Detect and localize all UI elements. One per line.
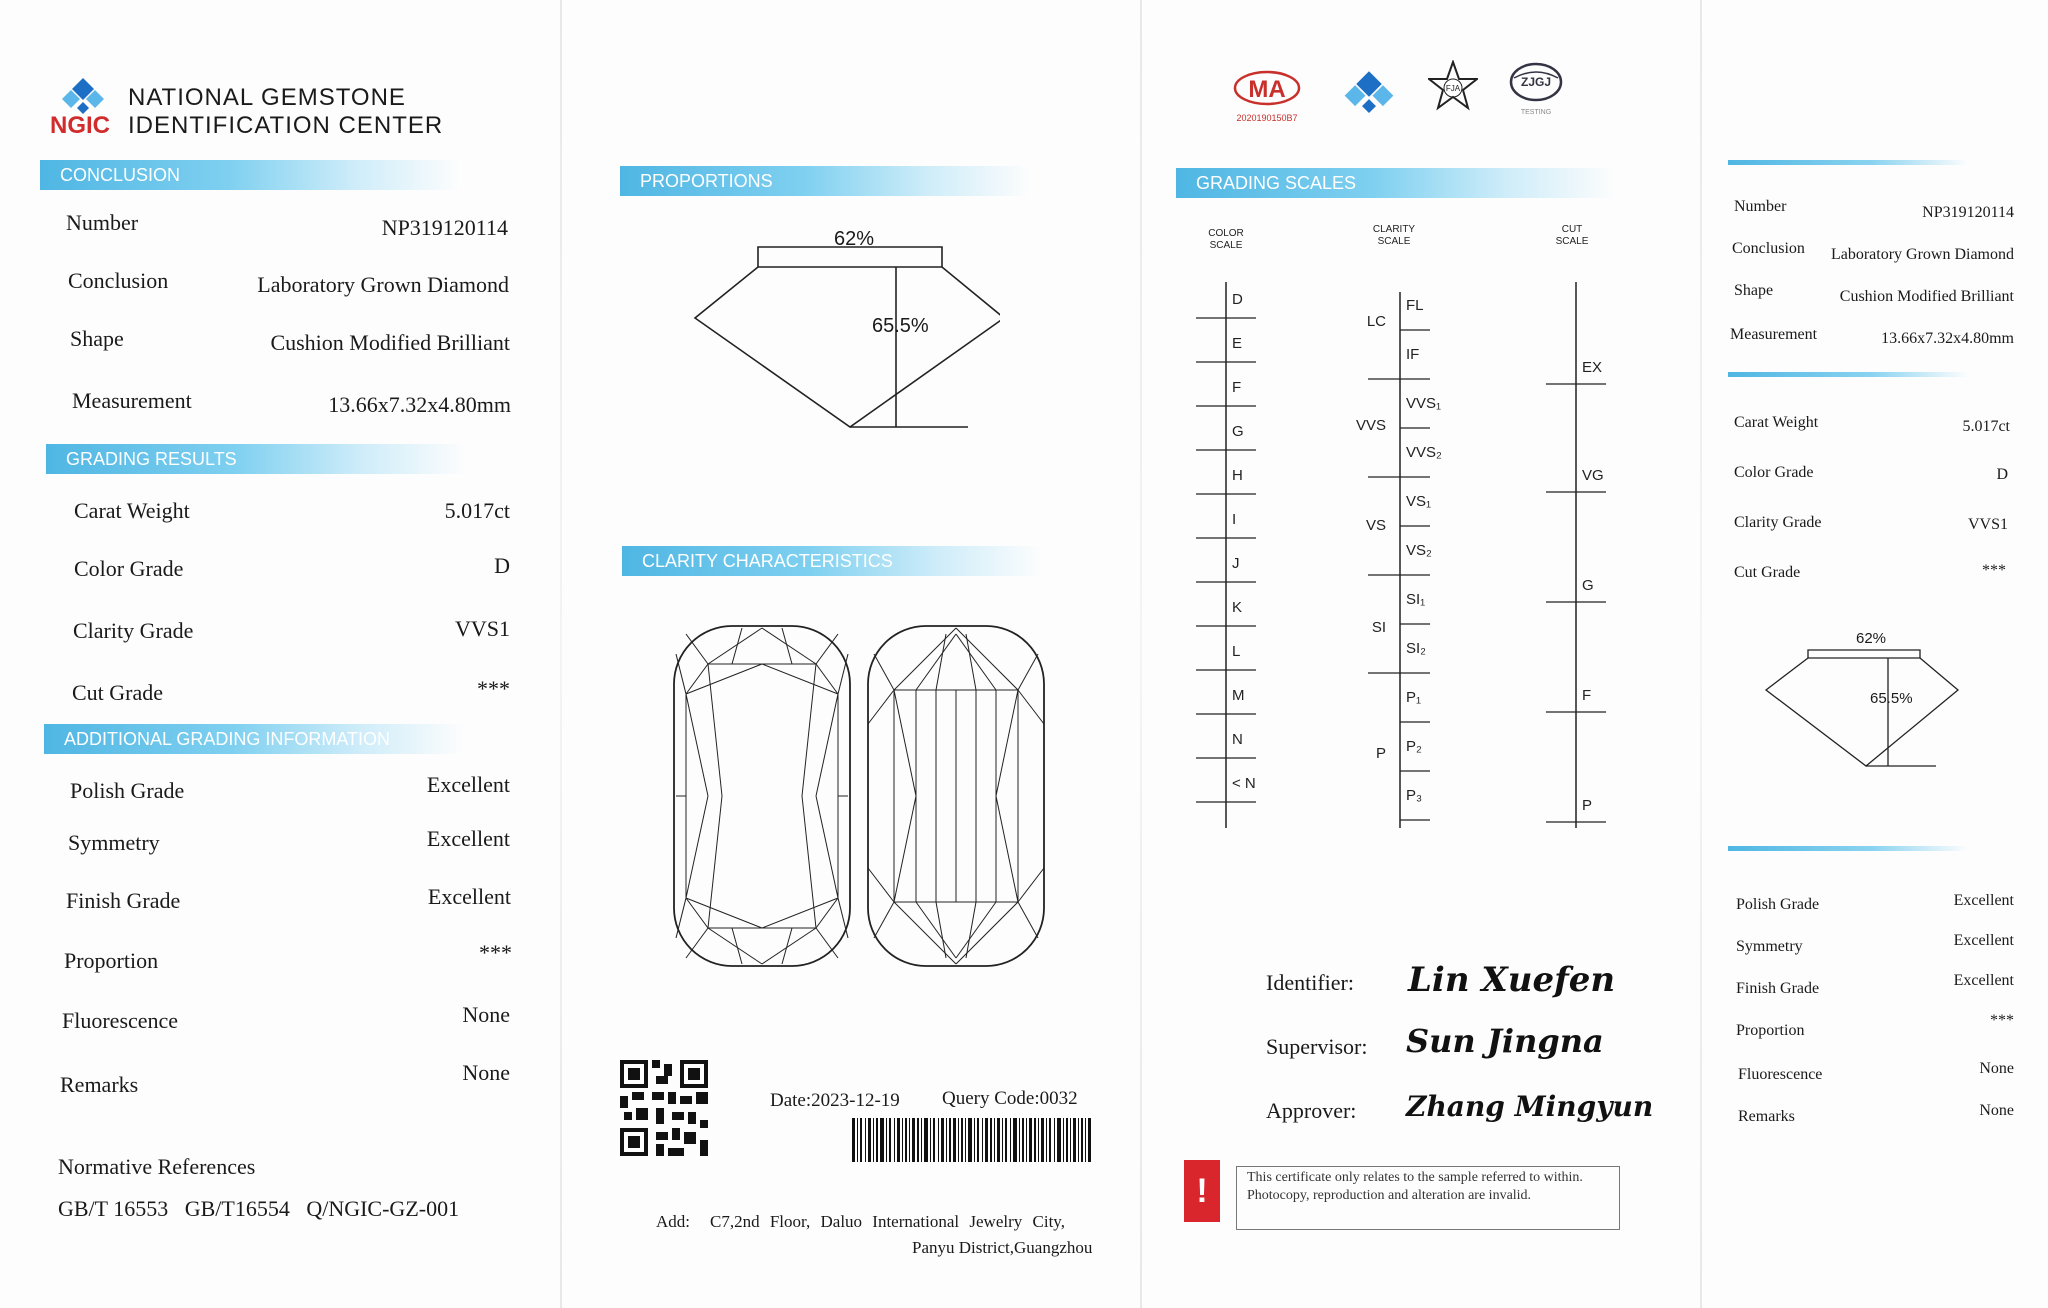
color-scale-grade-5: I: [1232, 511, 1237, 528]
grading-scales-header: GRADING SCALES: [1176, 168, 1616, 198]
summary-shape-label: Shape: [1734, 282, 1774, 299]
conclusion-label: Conclusion: [68, 268, 169, 293]
cut-scale-grade-g: G: [1582, 577, 1594, 594]
summary-fluorescence-label: Fluorescence: [1738, 1066, 1823, 1083]
testing-text: TESTING: [1520, 109, 1552, 116]
depth-percent: 65.5%: [872, 315, 929, 337]
summary-proportions-diagram: [1762, 640, 1966, 772]
summary-remarks-label: Remarks: [1738, 1108, 1795, 1125]
barcode: [852, 1118, 1092, 1162]
symmetry-value: Excellent: [426, 826, 510, 851]
address-line2: Panyu District,Guangzhou: [912, 1238, 1093, 1257]
clarity-grade-value: VVS1: [454, 616, 510, 641]
clarity-group-lc: LC: [1366, 313, 1386, 330]
org-name-line1: NATIONAL GEMSTONE: [128, 84, 406, 111]
certificate-notice: This certificate only relates to the sample referred to within. Photocopy, reproduction and alteration are invalid.: [1236, 1166, 1620, 1230]
color-grade-value: D: [494, 553, 510, 578]
cma-badge-text: MA: [1248, 76, 1286, 103]
remarks-value: None: [462, 1060, 510, 1085]
color-scale-grade-0: D: [1232, 291, 1243, 308]
approver-signature: Zhang Mingyun: [1406, 1090, 1654, 1123]
cut-grade-value: ***: [477, 676, 510, 701]
approver-label: Approver:: [1266, 1098, 1357, 1123]
summary-divider-bottom: [1728, 846, 1968, 851]
measurement-value: 13.66x7.32x4.80mm: [328, 392, 511, 417]
polish-grade-value: Excellent: [426, 772, 510, 797]
clarity-scale-grade-9: P₂: [1406, 738, 1422, 755]
fold-line: [1140, 0, 1142, 1308]
summary-depth-percent: 65.5%: [1870, 690, 1913, 707]
summary-carat-value: 5.017ct: [1962, 418, 2010, 435]
fja-badge-text: FJA: [1445, 84, 1461, 93]
summary-color-label: Color Grade: [1734, 464, 1814, 481]
normative-references-title: Normative References: [58, 1154, 256, 1179]
issue-date: Date:2023-12-19: [770, 1090, 900, 1111]
summary-symmetry-label: Symmetry: [1736, 938, 1803, 955]
grading-results-header: GRADING RESULTS: [46, 444, 466, 474]
summary-conclusion-value: Laboratory Grown Diamond: [1830, 246, 2014, 263]
summary-finish-value: Excellent: [1953, 972, 2014, 989]
remarks-label: Remarks: [60, 1072, 139, 1097]
number-label: Number: [66, 210, 139, 235]
address-prefix: Add:: [656, 1212, 690, 1231]
color-scale-grade-9: M: [1232, 687, 1245, 704]
clarity-scale-grade-1: IF: [1406, 346, 1420, 363]
crown-view-diagram: [672, 624, 852, 968]
color-scale-grade-11: < N: [1232, 775, 1256, 792]
measurement-label: Measurement: [72, 388, 192, 413]
cut-scale-title-2: SCALE: [1555, 236, 1589, 247]
summary-clarity-value: VVS1: [1967, 516, 2008, 533]
carat-weight-label: Carat Weight: [74, 498, 190, 523]
number-value: NP319120114: [381, 215, 508, 240]
summary-clarity-label: Clarity Grade: [1734, 514, 1822, 531]
clarity-scale-grade-2: VVS₁: [1406, 395, 1442, 412]
clarity-group-si: SI: [1371, 619, 1386, 636]
clarity-scale-title-1: CLARITY: [1372, 224, 1416, 235]
proportions-diagram: [680, 225, 1000, 435]
color-scale-grade-4: H: [1232, 467, 1243, 484]
summary-remarks-value: None: [1979, 1102, 2014, 1119]
color-scale-grade-3: G: [1232, 423, 1244, 440]
color-scale-grade-1: E: [1232, 335, 1243, 352]
clarity-scale-grade-5: VS₂: [1406, 542, 1432, 559]
cut-grade-label: Cut Grade: [72, 680, 164, 705]
color-scale-grade-6: J: [1232, 555, 1240, 572]
shape-value: Cushion Modified Brilliant: [270, 330, 510, 355]
identifier-label: Identifier:: [1266, 970, 1354, 995]
clarity-scale-grade-6: SI₁: [1406, 591, 1426, 608]
clarity-characteristics-header: CLARITY CHARACTERISTICS: [622, 546, 1042, 576]
fold-line: [560, 0, 562, 1308]
summary-cut-label: Cut Grade: [1734, 564, 1801, 581]
clarity-scale-grade-8: P₁: [1406, 689, 1422, 706]
summary-table-percent: 62%: [1856, 630, 1887, 647]
org-name-line2: IDENTIFICATION CENTER: [128, 112, 444, 139]
color-grade-label: Color Grade: [74, 556, 184, 581]
table-percent: 62%: [834, 228, 875, 250]
pavilion-view-diagram: [866, 624, 1046, 968]
color-scale-grade-8: L: [1232, 643, 1241, 660]
identifier-signature: Lin Xuefen: [1408, 960, 1616, 1000]
summary-divider-mid: [1728, 372, 1968, 377]
summary-number-label: Number: [1734, 198, 1787, 215]
summary-conclusion-label: Conclusion: [1732, 240, 1805, 257]
summary-measurement-value: 13.66x7.32x4.80mm: [1881, 330, 2014, 347]
summary-proportion-value: ***: [1990, 1012, 2014, 1029]
cut-scale-grade-p: P: [1582, 797, 1593, 814]
symmetry-label: Symmetry: [68, 830, 160, 855]
supervisor-signature: Sun Jingna: [1406, 1022, 1604, 1060]
summary-measurement-label: Measurement: [1730, 326, 1818, 343]
fluorescence-label: Fluorescence: [62, 1008, 179, 1033]
clarity-group-vvs: VVS: [1355, 417, 1386, 434]
cma-number: 2020190150B7: [1236, 113, 1298, 123]
polish-grade-label: Polish Grade: [70, 778, 185, 803]
normative-references-list: GB/T 16553 GB/T16554 Q/NGIC-GZ-001: [58, 1196, 460, 1221]
proportion-label: Proportion: [64, 948, 159, 973]
finish-grade-label: Finish Grade: [66, 888, 181, 913]
clarity-grade-label: Clarity Grade: [73, 618, 194, 643]
zjgj-icon: [1508, 62, 1564, 104]
clarity-scale-title-2: SCALE: [1377, 236, 1411, 247]
summary-cut-value: ***: [1982, 562, 2006, 579]
clarity-scale-grade-4: VS₁: [1406, 493, 1432, 510]
zjgj-badge-text: ZJGJ: [1520, 75, 1552, 89]
conclusion-value: Laboratory Grown Diamond: [257, 272, 509, 297]
summary-symmetry-value: Excellent: [1953, 932, 2014, 949]
summary-polish-value: Excellent: [1953, 892, 2014, 909]
color-scale-grade-7: K: [1232, 599, 1243, 616]
color-scale-grade-2: F: [1232, 379, 1242, 396]
warning-icon: !: [1184, 1160, 1220, 1222]
carat-weight-value: 5.017ct: [444, 498, 510, 523]
grading-scales-chart: [1190, 222, 1610, 838]
qr-code[interactable]: [620, 1060, 708, 1156]
address-line1: C7,2nd Floor, Daluo International Jewelry City,: [710, 1212, 1065, 1231]
cut-scale-grade-ex: EX: [1582, 359, 1603, 376]
ngic-diamond-icon: [58, 76, 108, 114]
summary-divider-top: [1728, 160, 1968, 165]
finish-grade-value: Excellent: [427, 884, 511, 909]
clarity-scale-grade-3: VVS₂: [1406, 444, 1442, 461]
proportion-value: ***: [479, 940, 512, 965]
summary-color-value: D: [1996, 466, 2008, 483]
query-code: Query Code:0032: [942, 1088, 1078, 1109]
ngic-emblem-icon: [1340, 66, 1398, 116]
fja-badge-icon: [1428, 60, 1478, 114]
summary-finish-label: Finish Grade: [1736, 980, 1820, 997]
conclusion-header: CONCLUSION: [40, 160, 460, 190]
cut-scale-grade-vg: VG: [1582, 467, 1604, 484]
cma-badge: [1232, 68, 1302, 123]
summary-number-value: NP319120114: [1922, 204, 2014, 221]
clarity-group-vs: VS: [1365, 517, 1386, 534]
clarity-scale-grade-7: SI₂: [1406, 640, 1426, 657]
color-scale-title-2: SCALE: [1209, 240, 1243, 251]
summary-fluorescence-value: None: [1979, 1060, 2014, 1077]
supervisor-label: Supervisor:: [1266, 1034, 1368, 1059]
summary-shape-value: Cushion Modified Brilliant: [1839, 288, 2014, 305]
ngic-abbr: NGIC: [50, 112, 110, 139]
additional-info-header: ADDITIONAL GRADING INFORMATION: [44, 724, 464, 754]
clarity-scale-grade-10: P₃: [1406, 787, 1423, 804]
fluorescence-value: None: [462, 1002, 510, 1027]
summary-polish-label: Polish Grade: [1736, 896, 1820, 913]
summary-carat-label: Carat Weight: [1734, 414, 1819, 431]
clarity-group-p: P: [1375, 745, 1386, 762]
proportions-header: PROPORTIONS: [620, 166, 1030, 196]
zjgj-badge: [1508, 62, 1564, 116]
color-scale-title-1: COLOR: [1208, 228, 1244, 239]
summary-proportion-label: Proportion: [1736, 1022, 1805, 1039]
cma-icon: [1232, 68, 1302, 108]
shape-label: Shape: [70, 326, 124, 351]
cut-scale-title-1: CUT: [1561, 224, 1583, 235]
fold-line: [1700, 0, 1702, 1308]
clarity-scale-grade-0: FL: [1406, 297, 1424, 314]
color-scale-grade-10: N: [1232, 731, 1243, 748]
cut-scale-grade-f: F: [1582, 687, 1592, 704]
